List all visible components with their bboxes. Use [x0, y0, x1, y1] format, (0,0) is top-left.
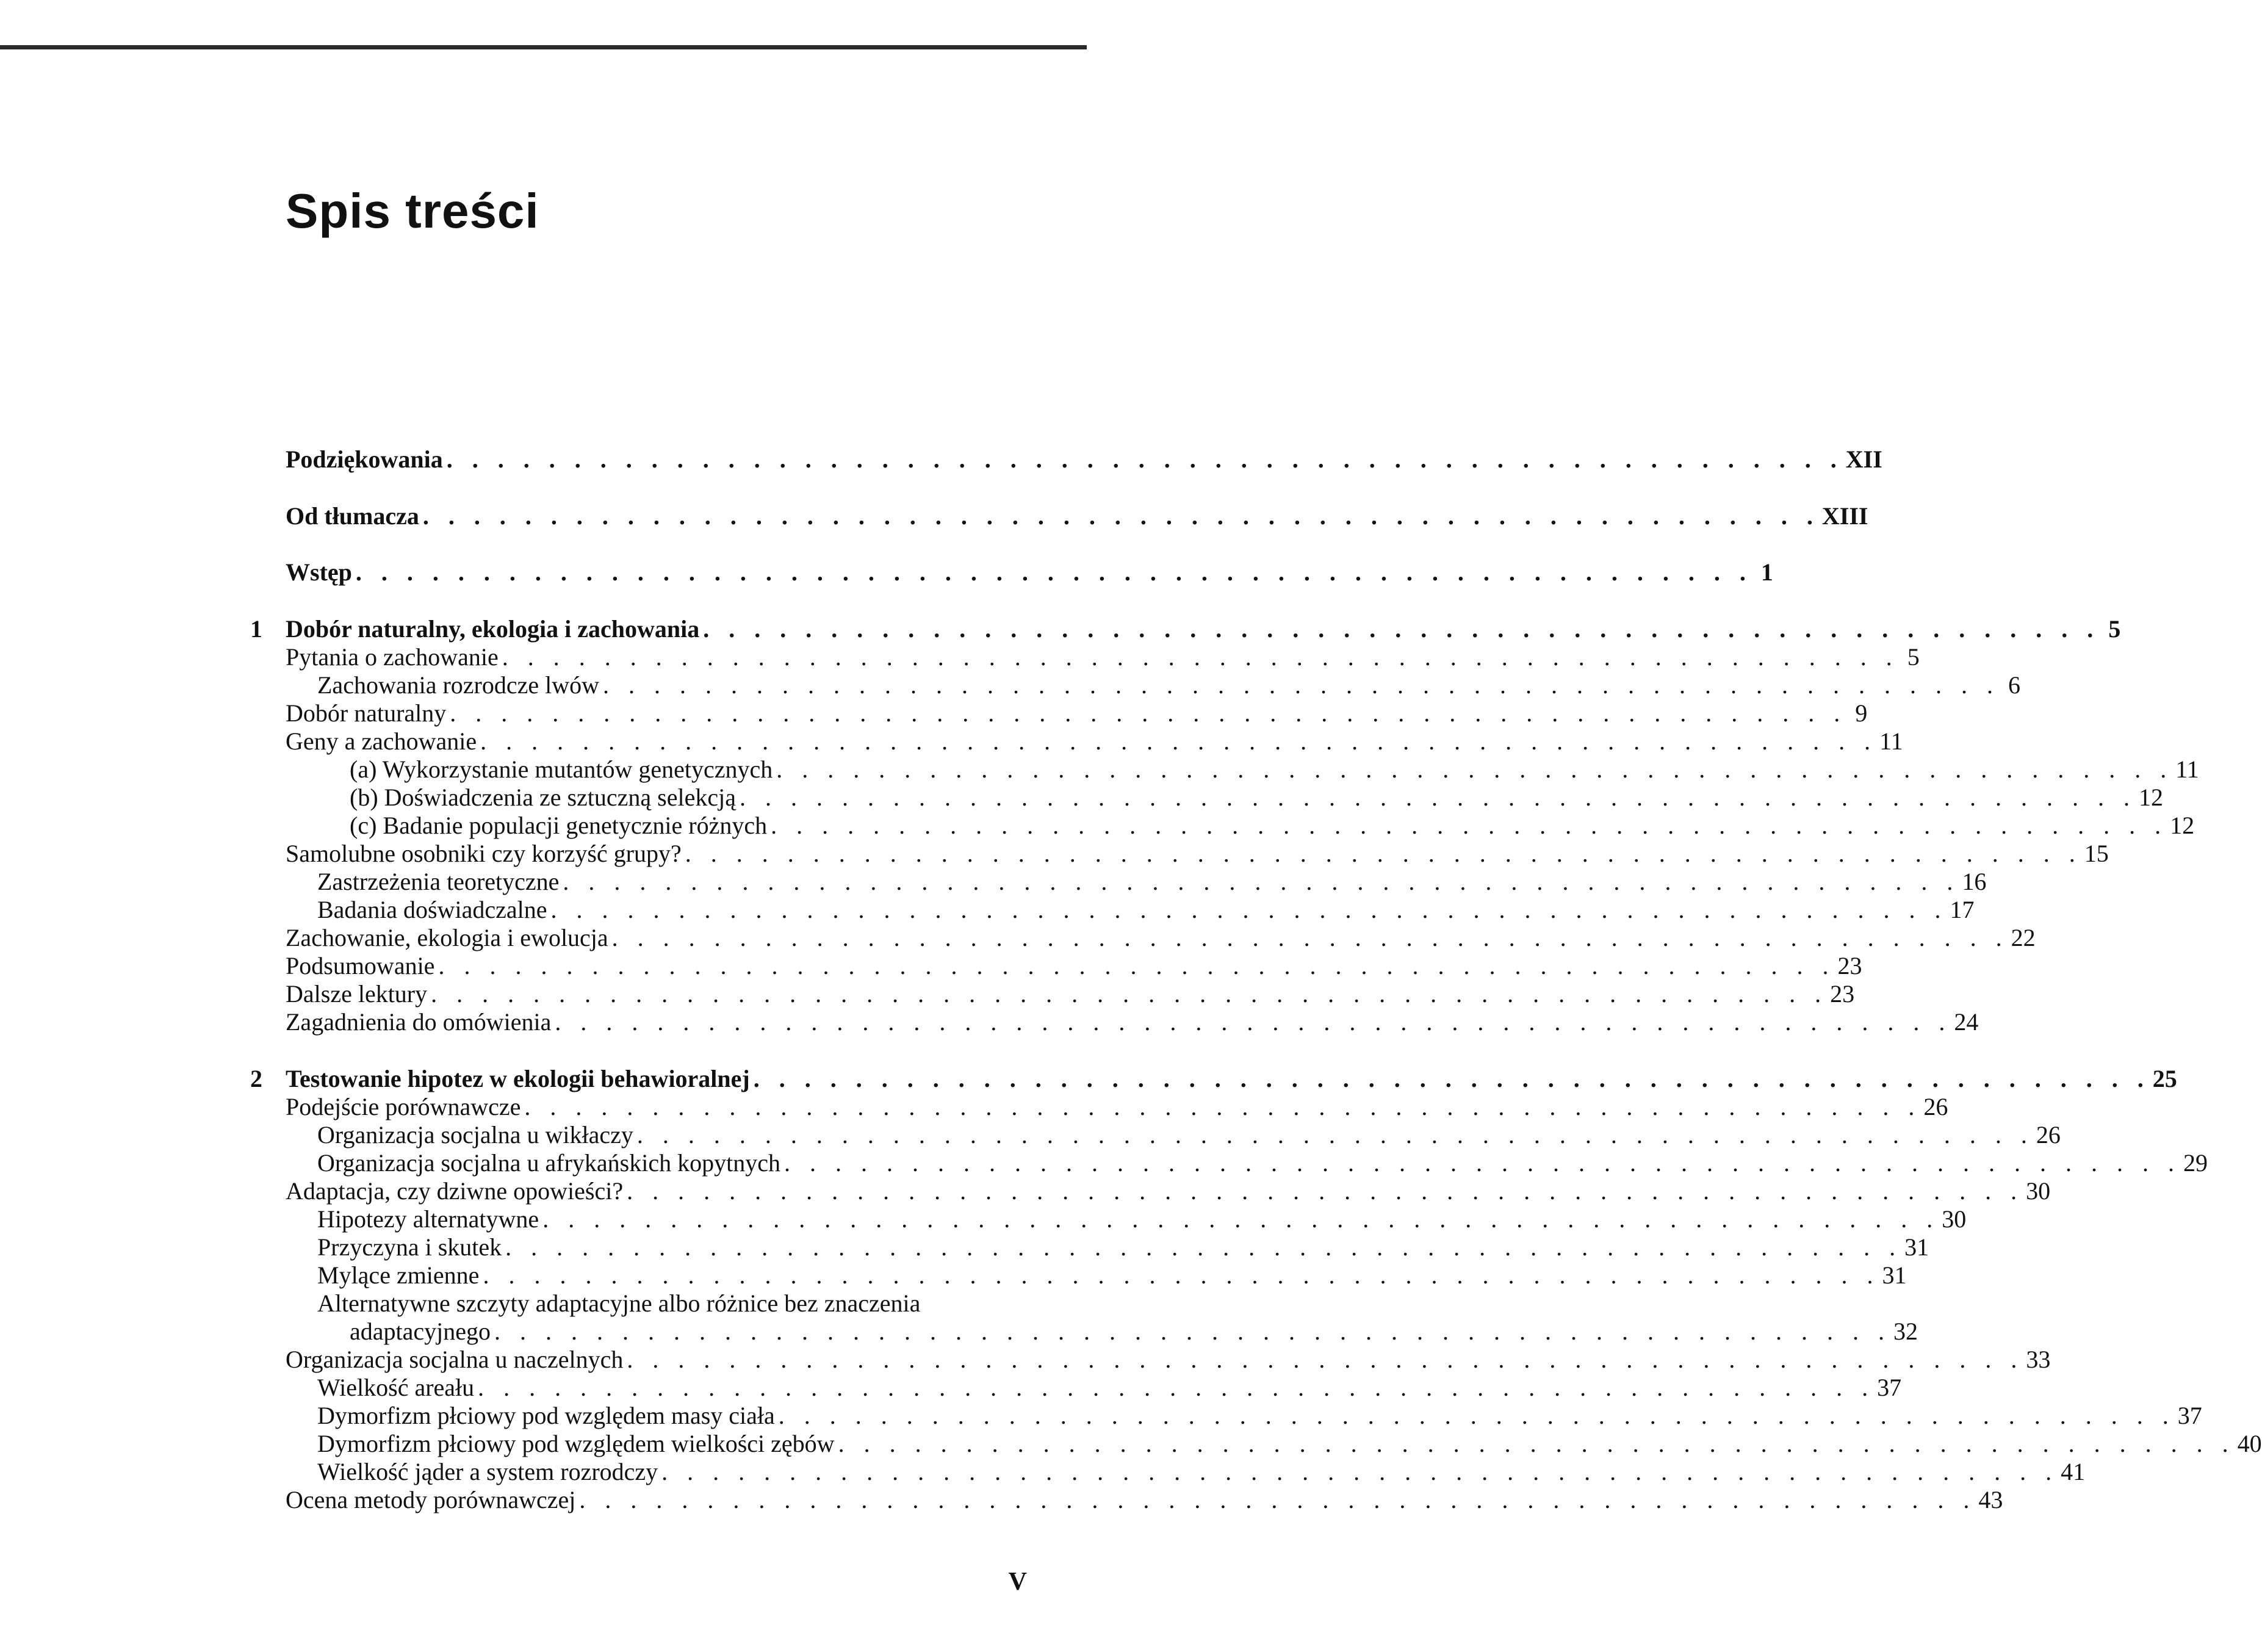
toc-entry-title: Mylące zmienne — [317, 1261, 480, 1289]
chapter-number: 2 — [250, 1065, 262, 1092]
chapter-number: 1 — [250, 615, 262, 643]
toc-page-number: 9 — [1855, 699, 1868, 727]
toc-page-number: 23 — [1830, 980, 1855, 1008]
toc-page-number: 22 — [2011, 924, 2036, 951]
toc-entry-title: Podziękowania — [286, 445, 443, 473]
toc-page-number: 26 — [1923, 1093, 1948, 1120]
dot-leader: . . . . . . . . . . . . . . . . . . . . . . . . . . . . . . . . . . . . . . . . . . . . . . . . . . . . . . . — [838, 1430, 2235, 1457]
toc-entry — [0, 924, 2036, 952]
toc-entry-title: Adaptacja, czy dziwne opowieści? — [286, 1177, 624, 1205]
dot-leader: . . . . . . . . . . . . . . . . . . . . . . . . . . . . . . . . . . . . . . . . . . . . . . . . . . . . . . . — [685, 840, 2082, 867]
toc-entry — [0, 1149, 2208, 1177]
toc-entry-title: Dymorfizm płciowy pod względem wielkości zębów — [317, 1430, 835, 1457]
toc-entry — [0, 1486, 2003, 1514]
toc-entry-title: Zachowanie, ekologia i ewolucja — [286, 924, 608, 951]
toc-page-number: 32 — [1893, 1318, 1918, 1345]
toc-page-number: 12 — [2170, 812, 2195, 839]
toc-entry — [0, 558, 1773, 586]
toc-page-number: 37 — [2177, 1402, 2202, 1429]
toc-entry-title: (c) Badanie populacji genetycznie różnych — [350, 812, 768, 839]
dot-leader: . . . . . . . . . . . . . . . . . . . . . . . . . . . . . . . . . . . . . . . . . . . . . . . . . . . . . . . — [483, 1261, 1880, 1289]
toc-page-number: 11 — [2175, 756, 2199, 783]
dot-leader: . . . . . . . . . . . . . . . . . . . . . . . . . . . . . . . . . . . . . . . . . . . . . . . . . . . . . . . — [480, 727, 1878, 755]
toc-page-number: 37 — [1877, 1374, 1902, 1401]
page-number: V — [1008, 1568, 1027, 1596]
toc-page-number: 15 — [2084, 840, 2109, 867]
dot-leader: . . . . . . . . . . . . . . . . . . . . . . . . . . . . . . . . . . . . . . . . . . . . . . . . . . . . . . . — [502, 643, 1899, 671]
dot-leader: . . . . . . . . . . . . . . . . . . . . . . . . . . . . . . . . . . . . . . . . . . . . . . . . . . . . . . . — [524, 1093, 1922, 1120]
toc-entry-title: Wielkość jąder a system rozrodczy — [317, 1458, 658, 1485]
toc-entry-title: Samolubne osobniki czy korzyść grupy? — [286, 840, 682, 867]
toc-entry — [0, 727, 1903, 756]
toc-entry — [0, 1458, 2086, 1486]
toc-entry-title: Pytania o zachowanie — [286, 643, 499, 671]
dot-leader: . . . . . . . . . . . . . . . . . . . . . . . . . . . . . . . . . . . . . . . . . . . . . . . . . . . . . . . — [542, 1205, 1940, 1233]
dot-leader: . . . . . . . . . . . . . . . . . . . . . . . . . . . . . . . . . . . . . . . . . . . . . . . . . . . . . . . — [603, 671, 2000, 699]
dot-leader: . . . . . . . . . . . . . . . . . . . . . . . . . . . . . . . . . . . . . . . . . . . . . . . . . . . . . . . — [446, 445, 1843, 473]
toc-page-number: 1 — [1760, 558, 1773, 586]
dot-leader: . . . . . . . . . . . . . . . . . . . . . . . . . . . . . . . . . . . . . . . . . . . . . . . . . . . . . . . — [555, 1008, 1952, 1036]
toc-entry — [0, 896, 1975, 924]
toc-page-number: 33 — [2026, 1346, 2051, 1373]
top-rule — [0, 45, 1087, 49]
toc-entry-title: Dalsze lektury — [286, 980, 428, 1008]
toc-page-number: 24 — [1954, 1008, 1979, 1036]
toc-page-number: 26 — [2036, 1121, 2061, 1149]
toc-entry — [0, 1430, 2262, 1458]
toc-page-number: 17 — [1950, 896, 1975, 923]
toc-entry — [0, 1346, 2051, 1374]
toc-entry — [0, 1093, 1948, 1121]
toc-entry — [0, 1233, 1929, 1261]
toc-entry-title: Dobór naturalny — [286, 699, 447, 727]
toc-entry — [0, 840, 2109, 868]
toc-entry-title: Dymorfizm płciowy pod względem masy ciała — [317, 1402, 775, 1429]
toc-entry — [0, 756, 2199, 784]
toc-page-number: XII — [1845, 445, 1882, 473]
toc-page-number: 43 — [1978, 1486, 2003, 1513]
toc-entry-title: (a) Wykorzystanie mutantów genetycznych — [350, 756, 773, 783]
toc-page-number: 30 — [2026, 1177, 2051, 1205]
toc-page-number: 6 — [2008, 671, 2020, 699]
toc-entry-title: Geny a zachowanie — [286, 727, 477, 755]
dot-leader: . . . . . . . . . . . . . . . . . . . . . . . . . . . . . . . . . . . . . . . . . . . . . . . . . . . . . . . — [776, 756, 2174, 783]
toc-entry-title: (b) Doświadczenia ze sztuczną selekcją — [350, 784, 736, 811]
toc-entry-title: Badania doświadczalne — [317, 896, 547, 923]
dot-leader: . . . . . . . . . . . . . . . . . . . . . . . . . . . . . . . . . . . . . . . . . . . . . . . . . . . . . . . — [771, 812, 2168, 839]
toc-entry-title: adaptacyjnego — [350, 1318, 491, 1345]
toc-entry-title: Dobór naturalny, ekologia i zachowania — [286, 615, 700, 643]
toc-entry-title: Organizacja socjalna u naczelnych — [286, 1346, 624, 1373]
toc-entry-title: Organizacja socjalna u afrykańskich kopytnych — [317, 1149, 780, 1177]
toc-page-number: 30 — [1942, 1205, 1967, 1233]
toc-entry — [0, 615, 2121, 643]
dot-leader: . . . . . . . . . . . . . . . . . . . . . . . . . . . . . . . . . . . . . . . . . . . . . . . . . . . . . . . — [636, 1121, 2034, 1149]
toc-entry — [0, 784, 2163, 812]
toc-entry-title: Ocena metody porównawczej — [286, 1486, 576, 1513]
dot-leader: . . . . . . . . . . . . . . . . . . . . . . . . . . . . . . . . . . . . . . . . . . . . . . . . . . . . . . . — [778, 1402, 2175, 1429]
dot-leader: . . . . . . . . . . . . . . . . . . . . . . . . . . . . . . . . . . . . . . . . . . . . . . . . . . . . . . . — [422, 502, 1820, 530]
toc-entry — [0, 1065, 2177, 1093]
toc-page-number: 5 — [2108, 615, 2121, 643]
toc-page-number: 31 — [1904, 1233, 1929, 1261]
toc-page-number: 25 — [2152, 1065, 2177, 1092]
toc-entry-title-line1: Alternatywne szczyty adaptacyjne albo różnice bez znaczenia — [317, 1289, 921, 1317]
toc-page-number: 12 — [2139, 784, 2163, 811]
toc-entry-title: Podsumowanie — [286, 952, 435, 979]
dot-leader: . . . . . . . . . . . . . . . . . . . . . . . . . . . . . . . . . . . . . . . . . . . . . . . . . . . . . . . — [627, 1346, 2024, 1373]
page-title: Spis treści — [286, 184, 539, 238]
toc-page-number: 29 — [2183, 1149, 2208, 1177]
toc-entry-title: Wstęp — [286, 558, 352, 586]
dot-leader: . . . . . . . . . . . . . . . . . . . . . . . . . . . . . . . . . . . . . . . . . . . . . . . . . . . . . . . — [505, 1233, 1903, 1261]
dot-leader: . . . . . . . . . . . . . . . . . . . . . . . . . . . . . . . . . . . . . . . . . . . . . . . . . . . . . . . — [627, 1177, 2024, 1205]
toc-page-number: 31 — [1882, 1261, 1907, 1289]
toc-entry-title: Hipotezy alternatywne — [317, 1205, 539, 1233]
dot-leader: . . . . . . . . . . . . . . . . . . . . . . . . . . . . . . . . . . . . . . . . . . . . . . . . . . . . . . . — [355, 558, 1752, 586]
toc-entry — [0, 699, 1868, 727]
dot-leader: . . . . . . . . . . . . . . . . . . . . . . . . . . . . . . . . . . . . . . . . . . . . . . . . . . . . . . . — [783, 1149, 2181, 1177]
dot-leader: . . . . . . . . . . . . . . . . . . . . . . . . . . . . . . . . . . . . . . . . . . . . . . . . . . . . . . . — [431, 980, 1828, 1008]
dot-leader: . . . . . . . . . . . . . . . . . . . . . . . . . . . . . . . . . . . . . . . . . . . . . . . . . . . . . . . — [550, 896, 1948, 923]
toc-entry — [0, 980, 1855, 1008]
dot-leader: . . . . . . . . . . . . . . . . . . . . . . . . . . . . . . . . . . . . . . . . . . . . . . . . . . . . . . . — [563, 868, 1960, 895]
dot-leader: . . . . . . . . . . . . . . . . . . . . . . . . . . . . . . . . . . . . . . . . . . . . . . . . . . . . . . . — [661, 1458, 2059, 1485]
toc-entry-title: Zachowania rozrodcze lwów — [317, 671, 599, 699]
toc-entry — [0, 1008, 1979, 1036]
toc-entry — [0, 1402, 2202, 1430]
toc-entry — [0, 812, 2195, 840]
toc-entry-title: Zastrzeżenia teoretyczne — [317, 868, 560, 895]
toc-page-number: 5 — [1907, 643, 1920, 671]
toc-entry — [0, 868, 1987, 896]
toc-entry — [0, 1318, 1918, 1346]
toc-entry — [0, 1177, 2051, 1205]
toc-entry — [0, 671, 2020, 699]
dot-leader: . . . . . . . . . . . . . . . . . . . . . . . . . . . . . . . . . . . . . . . . . . . . . . . . . . . . . . . — [579, 1486, 1976, 1513]
toc-entry — [0, 1261, 1907, 1289]
toc-entry — [0, 445, 1882, 474]
toc-page-number: 16 — [1962, 868, 1987, 895]
dot-leader: . . . . . . . . . . . . . . . . . . . . . . . . . . . . . . . . . . . . . . . . . . . . . . . . . . . . . . . — [753, 1065, 2150, 1092]
toc-page-number: 41 — [2061, 1458, 2086, 1485]
toc-entry-title: Wielkość areału — [317, 1374, 475, 1401]
dot-leader: . . . . . . . . . . . . . . . . . . . . . . . . . . . . . . . . . . . . . . . . . . . . . . . . . . . . . . . — [611, 924, 2009, 951]
toc-entry — [0, 643, 1920, 671]
toc-entry — [0, 1205, 1967, 1233]
dot-leader: . . . . . . . . . . . . . . . . . . . . . . . . . . . . . . . . . . . . . . . . . . . . . . . . . . . . . . . — [494, 1318, 1891, 1345]
dot-leader: . . . . . . . . . . . . . . . . . . . . . . . . . . . . . . . . . . . . . . . . . . . . . . . . . . . . . . . — [740, 784, 2136, 811]
toc-entry — [0, 1374, 1902, 1402]
toc-entry-title: Organizacja socjalna u wikłaczy — [317, 1121, 633, 1149]
toc-page-number: 40 — [2237, 1430, 2262, 1457]
toc-page-number: 23 — [1837, 952, 1862, 979]
toc-entry-title: Podejście porównawcze — [286, 1093, 521, 1120]
toc-page-number: 11 — [1879, 727, 1903, 755]
dot-leader: . . . . . . . . . . . . . . . . . . . . . . . . . . . . . . . . . . . . . . . . . . . . . . . . . . . . . . . — [703, 615, 2100, 643]
toc-entry — [0, 1121, 2061, 1149]
toc-entry — [0, 952, 1862, 980]
toc-entry-title: Zagadnienia do omówienia — [286, 1008, 552, 1036]
toc-entry-title: Testowanie hipotez w ekologii behawioralnej — [286, 1065, 750, 1092]
toc-entry-title: Przyczyna i skutek — [317, 1233, 502, 1261]
toc-entry-title: Od tłumacza — [286, 502, 419, 530]
dot-leader: . . . . . . . . . . . . . . . . . . . . . . . . . . . . . . . . . . . . . . . . . . . . . . . . . . . . . . . — [478, 1374, 1875, 1401]
toc-page-number: XIII — [1821, 502, 1868, 530]
dot-leader: . . . . . . . . . . . . . . . . . . . . . . . . . . . . . . . . . . . . . . . . . . . . . . . . . . . . . . . — [450, 699, 1847, 727]
toc-entry — [0, 502, 1868, 530]
dot-leader: . . . . . . . . . . . . . . . . . . . . . . . . . . . . . . . . . . . . . . . . . . . . . . . . . . . . . . . — [438, 952, 1835, 979]
